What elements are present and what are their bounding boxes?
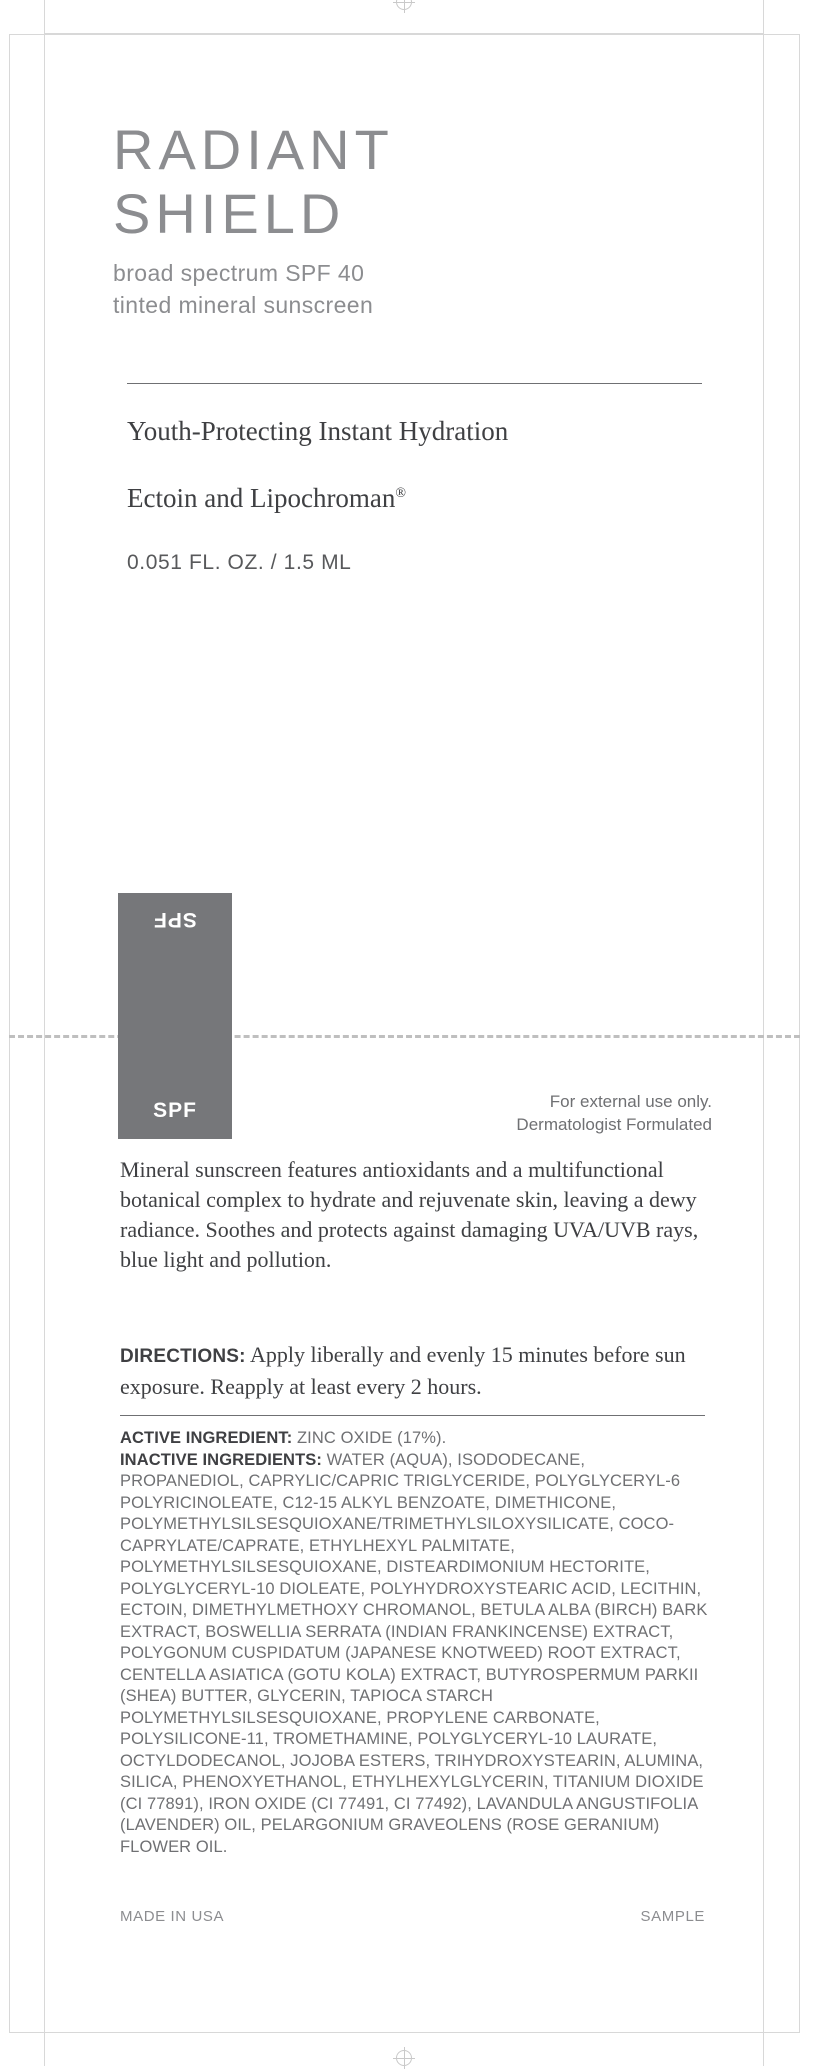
brand-block xyxy=(113,118,713,320)
directions-label: DIRECTIONS: xyxy=(120,1346,246,1367)
ingredients-divider xyxy=(120,1415,705,1416)
ingredients-block xyxy=(120,1428,710,1858)
made-in-usa: MADE IN USA xyxy=(120,1908,225,1925)
spf-tab xyxy=(118,893,232,1139)
footer-block xyxy=(120,1908,705,1925)
brand-name-line-1: RADIANT xyxy=(113,118,394,181)
dermatologist-note: Dermatologist Formulated xyxy=(516,1115,712,1134)
primary-claim: Youth-Protecting Instant Hydration xyxy=(127,416,509,446)
ingredient-claim xyxy=(127,477,702,515)
brand-name-line-2: SHIELD xyxy=(113,182,346,245)
active-ingredient-line xyxy=(120,1428,710,1450)
usage-note xyxy=(372,1090,712,1136)
product-subtitle-line-2: tinted mineral sunscreen xyxy=(113,292,374,318)
divider-rule xyxy=(127,383,702,384)
directions-text: Apply liberally and evenly 15 minutes before sun exposure. Reapply at least every 2 hours. xyxy=(120,1342,686,1399)
active-ingredient-label: ACTIVE INGREDIENT: xyxy=(120,1429,293,1447)
product-description: Mineral sunscreen features antioxidants and a multifunctional botanical complex to hydrate and rejuvenate skin, leaving a dewy radiance. Soothes and protects against damaging UVA/UVB rays, blue light and pollution. xyxy=(120,1157,699,1272)
registration-mark-icon xyxy=(396,2050,412,2066)
external-use-note: For external use only. xyxy=(549,1092,712,1111)
ingredient-claim-text: Ectoin and Lipochroman xyxy=(127,483,396,513)
spf-label: SPF xyxy=(153,1099,197,1122)
net-quantity: 0.051 FL. OZ. / 1.5 ML xyxy=(127,551,352,574)
spf-label-inverted: SPF xyxy=(153,908,197,931)
product-subtitle-line-1: broad spectrum SPF 40 xyxy=(113,260,365,286)
directions-block xyxy=(120,1340,705,1402)
sample-marking: SAMPLE xyxy=(640,1908,705,1925)
registered-mark: ® xyxy=(395,486,407,501)
inactive-ingredients-label: INACTIVE INGREDIENTS: xyxy=(120,1450,322,1469)
claims-block xyxy=(127,413,702,575)
inactive-ingredients-text: WATER (AQUA), ISODODECANE, PROPANEDIOL, CAPRYLIC/CAPRIC TRIGLYCERIDE, POLYGLYCERYL-6 POLYRICINOLEATE, C12-15 ALKYL BENZOATE, DIMETHICONE, POLYMETHYLSILSESQUIOXANE/TRIMETHYLSILOXYSILICATE, COCO-CAPRYLATE/CAPRATE, ETHYLHEXYL PALMITATE, POLYMETHYLSILSESQUIOXANE, DISTEARDIMONIUM HECTORITE, POLYGLYCERYL-10 DIOLEATE, POLYHYDROXYSTEARIC ACID, LECITHIN, ECTOIN, DIMETHYLMETHOXY CHROMANOL, BETULA ALBA (BIRCH) BARK EXTRACT, BOSWELLIA SERRATA (INDIAN FRANKINCENSE) EXTRACT, POLYGONUM CUSPIDATUM (JAPANESE KNOTWEED) ROOT EXTRACT, CENTELLA ASIATICA (GOTU KOLA) EXTRACT, BUTYROSPERMUM PARKII (SHEA) BUTTER, GLYCERIN, TAPIOCA STARCH POLYMETHYLSILSESQUIOXANE, PROPYLENE CARBONATE, POLYSILICONE-11, TROMETHAMINE, POLYGLYCERYL-10 LAURATE, OCTYLDODECANOL, JOJOBA ESTERS, TRIHYDROXYSTEARIN, ALUMINA, SILICA, PHENOXYETHANOL, ETHYLHEXYLGLYCERIN, TITANIUM DIOXIDE (CI 77891), IRON OXIDE (CI 77491, CI 77492), LAVANDULA ANGUSTIFOLIA (LAVENDER) OIL, PELARGONIUM GRAVEOLENS (ROSE GERANIUM) FLOWER OIL. xyxy=(120,1450,708,1856)
active-ingredient-text: ZINC OXIDE (17%). xyxy=(297,1429,447,1447)
inactive-ingredient-line xyxy=(120,1450,710,1859)
